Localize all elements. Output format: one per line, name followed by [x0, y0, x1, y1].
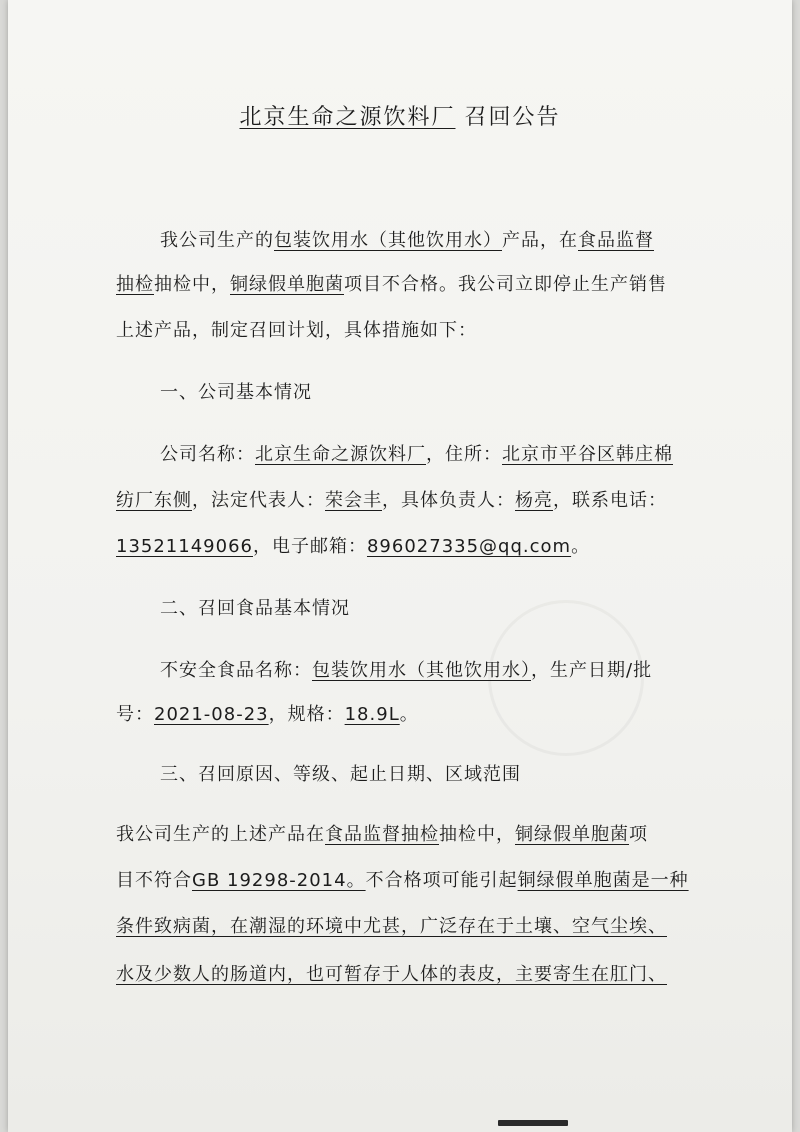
intro-line-1: 我公司生产的包装饮用水（其他饮用水）产品，在食品监督 — [160, 230, 654, 251]
recall-failed-item: 铜绿假单胞菌 — [515, 824, 629, 845]
title-suffix: 召回公告 — [464, 105, 561, 130]
section2-line-2: 号：2021-08-23，规格：18.9L。 — [116, 704, 419, 725]
section1-line-1: 公司名称：北京生命之源饮料厂，住所：北京市平谷区韩庄棉 — [160, 444, 673, 465]
section3-heading: 三、召回原因、等级、起止日期、区域范围 — [160, 764, 521, 785]
document-page — [8, 0, 792, 1132]
hazard-description: 铜绿假单胞菌是一种 — [517, 870, 689, 891]
contact-email: 896027335@qq.com — [366, 536, 572, 557]
legal-rep: 荣会丰 — [325, 490, 382, 511]
page-title — [8, 100, 792, 131]
next-page-edge — [498, 1120, 568, 1126]
company-name: 北京生命之源饮料厂 — [255, 444, 426, 465]
intro-check-type: 食品监督 — [578, 230, 654, 251]
product-spec: 18.9L — [344, 704, 400, 725]
company-address: 北京市平谷区韩庄棉 — [502, 444, 673, 465]
section3-line-2: 目不符合GB 19298-2014。不合格项可能引起铜绿假单胞菌是一种 — [116, 870, 689, 891]
section3-line-3: 条件致病菌，在潮湿的环境中尤甚，广泛存在于土壤、空气尘埃、 — [116, 916, 667, 937]
section2-heading: 二、召回食品基本情况 — [160, 598, 350, 619]
section3-line-1: 我公司生产的上述产品在食品监督抽检抽检中，铜绿假单胞菌项 — [116, 824, 648, 845]
intro-product: 包装饮用水（其他饮用水） — [274, 230, 502, 251]
section1-heading: 一、公司基本情况 — [160, 382, 312, 403]
standard-number: GB 19298-2014。 — [192, 870, 366, 891]
recall-check-type: 食品监督抽检 — [325, 824, 439, 845]
section3-line-4: 水及少数人的肠道内，也可暂存于人体的表皮，主要寄生在肛门、 — [116, 964, 667, 985]
section1-line-2: 纺厂东侧，法定代表人：荣会丰，具体负责人：杨亮，联系电话： — [116, 490, 667, 511]
intro-line-3: 上述产品，制定召回计划，具体措施如下： — [116, 320, 477, 341]
intro-failed-item: 铜绿假单胞菌 — [230, 274, 344, 295]
contact-phone: 13521149066 — [116, 536, 253, 557]
intro-line-2: 抽检抽检中，铜绿假单胞菌项目不合格。我公司立即停止生产销售 — [116, 274, 667, 295]
title-company: 北京生命之源饮料厂 — [239, 105, 456, 130]
section1-line-3: 13521149066，电子邮箱：896027335@qq.com。 — [116, 536, 591, 557]
production-date: 2021-08-23 — [154, 704, 269, 725]
section2-line-1: 不安全食品名称：包装饮用水（其他饮用水），生产日期/批 — [160, 660, 653, 681]
responsible-person: 杨亮 — [515, 490, 553, 511]
unsafe-food-name: 包装饮用水（其他饮用水） — [312, 660, 531, 681]
